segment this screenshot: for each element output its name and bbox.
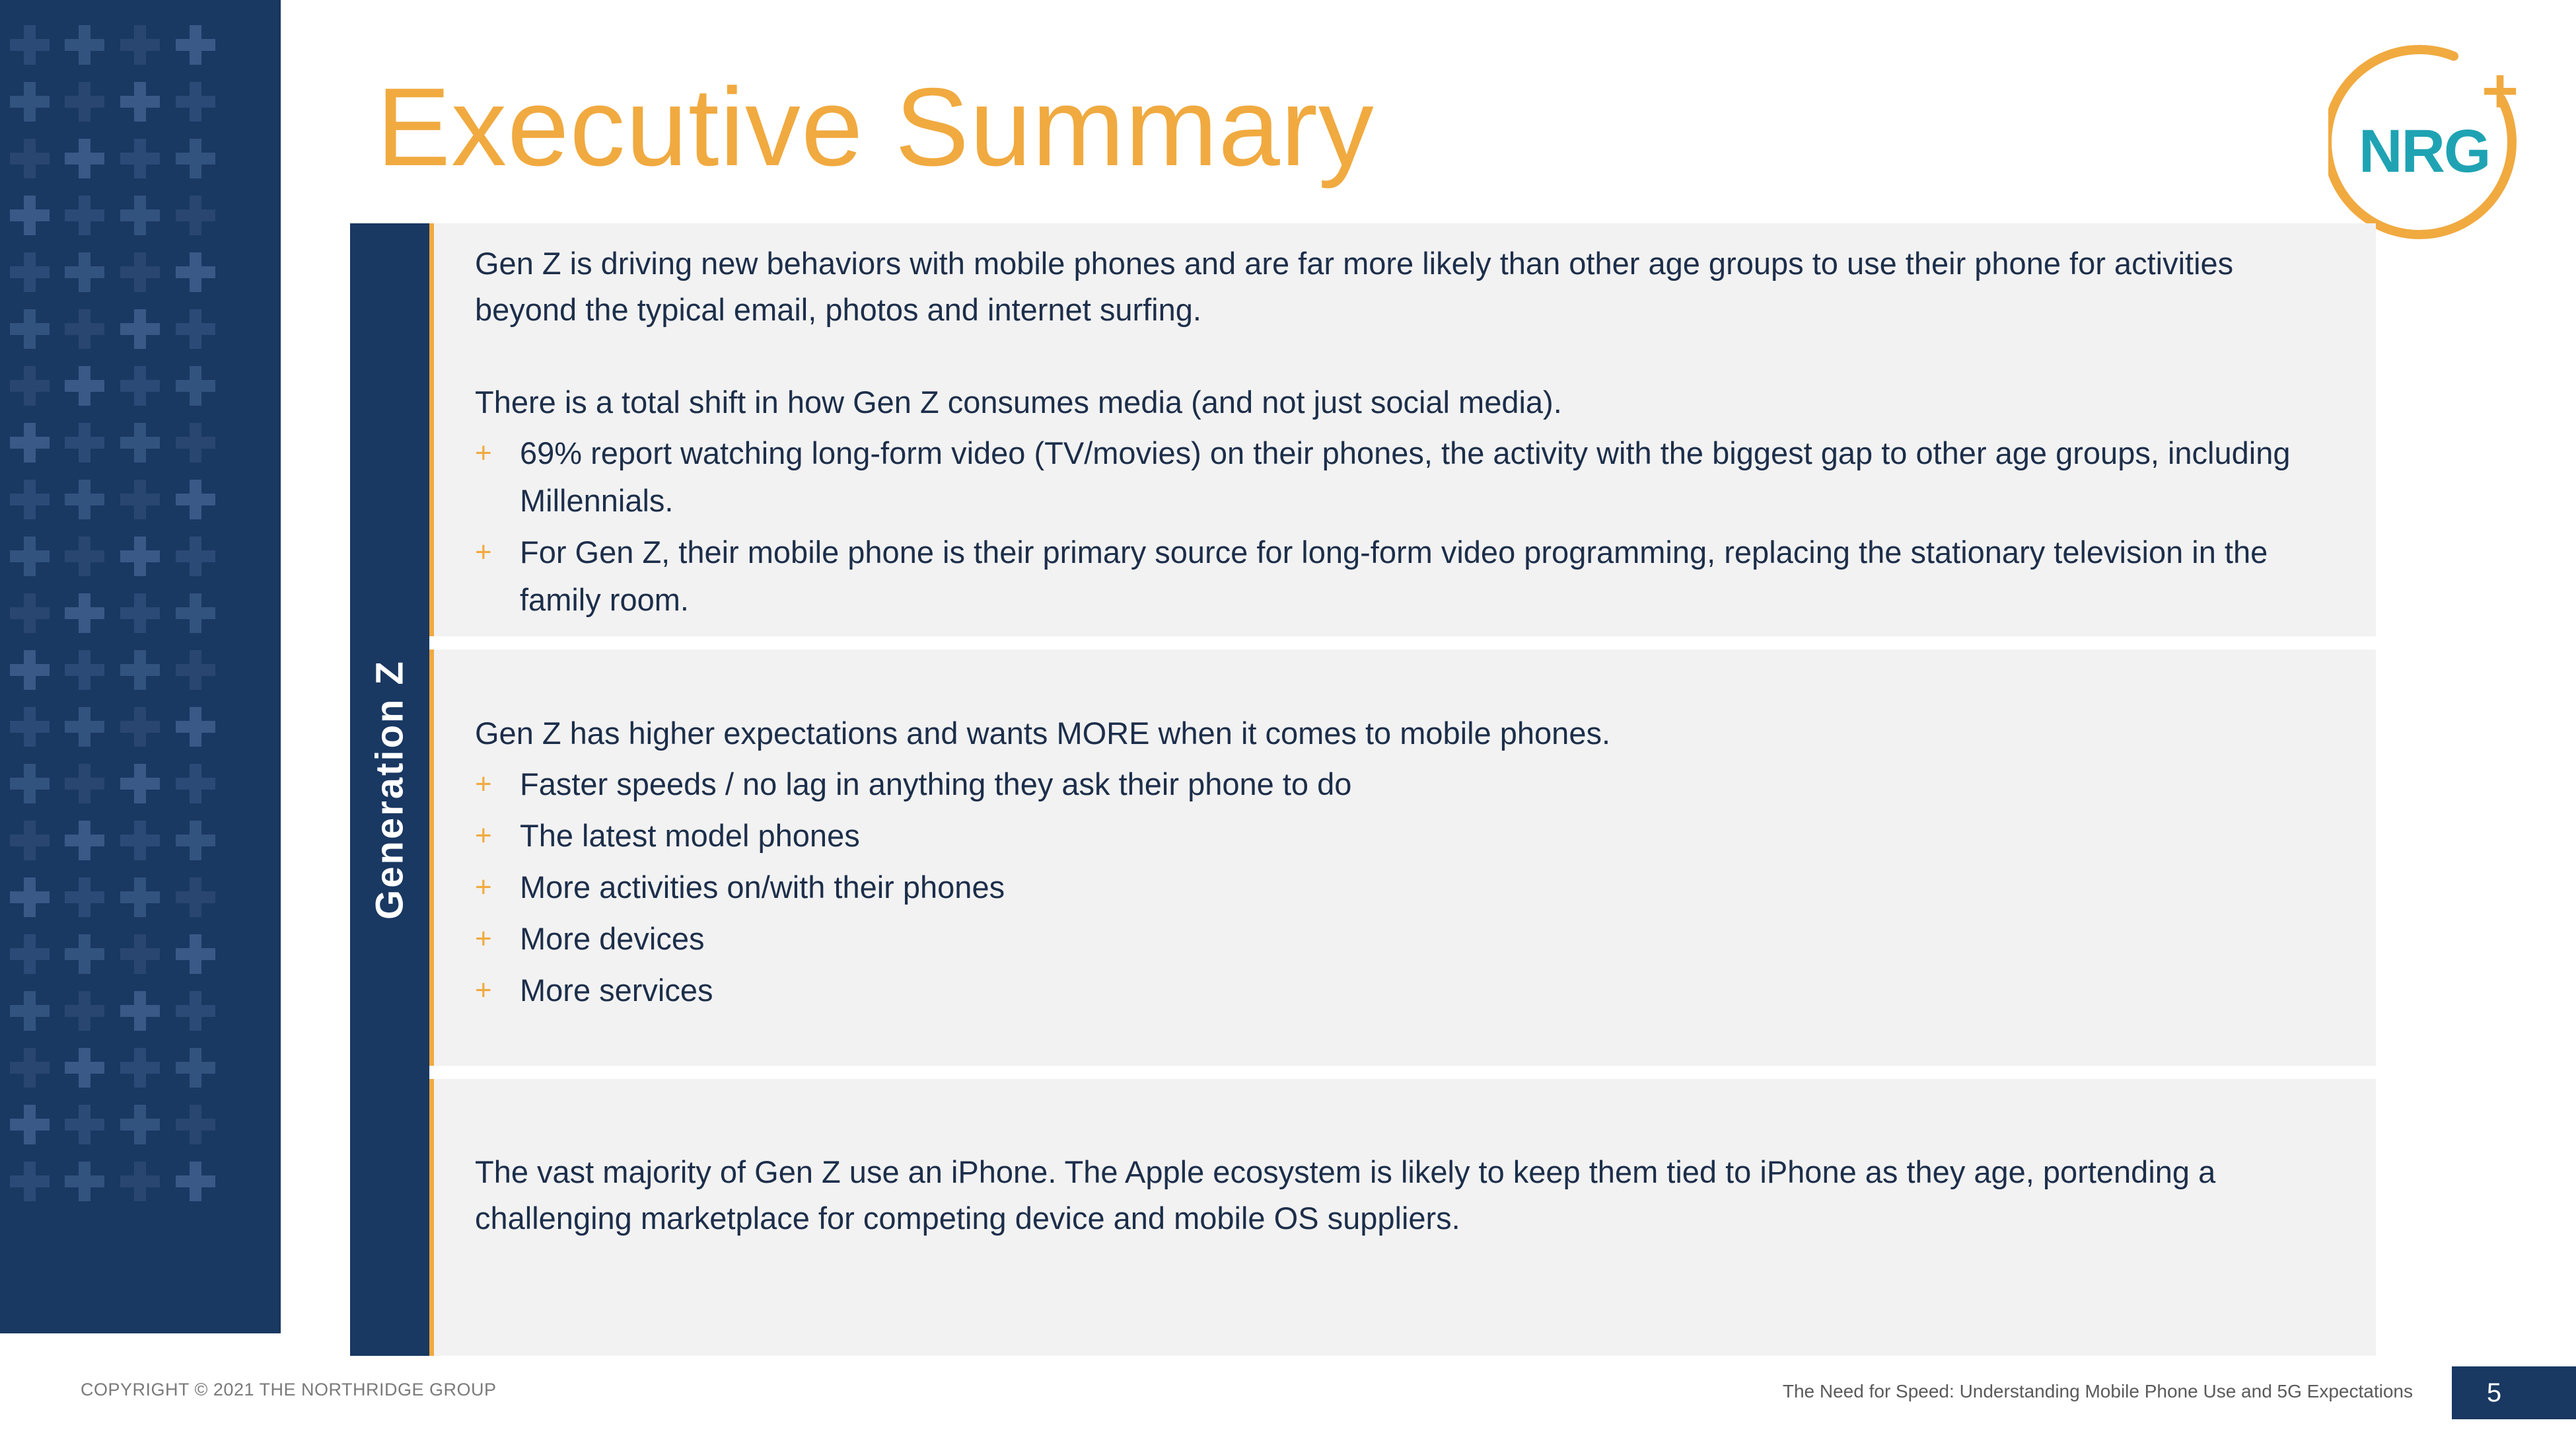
list-item [475,864,2310,911]
plus-icon [176,650,215,690]
copyright-notice: COPYRIGHT © 2021 THE NORTHRIDGE GROUP [81,1380,497,1399]
plus-icon [176,821,215,860]
plus-icon: + [475,536,492,568]
plus-icon [120,196,160,235]
summary-panel-media [429,223,2376,636]
list-item-text: Faster speeds / no lag in anything they ask their phone to do [520,766,1352,801]
plus-icon [10,991,50,1031]
plus-icon [176,366,215,406]
section-side-bar [350,223,429,1356]
plus-icon [176,423,215,463]
plus-icon [120,366,160,406]
plus-icon [65,593,104,633]
panel-paragraph: There is a total shift in how Gen Z consumes media (and not just social media). [475,385,1562,420]
plus-icon [120,593,160,633]
plus-icon [10,423,50,463]
plus-icon [176,764,215,803]
plus-icon [120,764,160,803]
plus-icon [10,480,50,519]
panel-content [475,710,2310,1014]
list-item-text: More activities on/with their phones [520,870,1005,905]
plus-icon [176,480,215,519]
list-item [475,429,2310,525]
page-number-text: 5 [2486,1378,2502,1407]
list-item [475,967,2310,1014]
plus-icon [176,252,215,292]
plus-icon [10,537,50,576]
plus-icon [65,1162,104,1201]
list-item [475,812,2310,860]
plus-icon [10,1105,50,1144]
plus-icon [10,196,50,235]
plus-icon [65,82,104,122]
plus-icon [120,309,160,349]
plus-icon [10,25,50,65]
plus-icon [120,1162,160,1201]
plus-icon [65,821,104,860]
panel-paragraph: The vast majority of Gen Z use an iPhone. The Apple ecosystem is likely to keep them tied to iPhone as they age, portending a challenging marketplace for competing device and mobile OS suppliers. [475,1154,2216,1236]
plus-icon [10,82,50,122]
plus-icon [10,593,50,633]
plus-icon [176,196,215,235]
plus-icon [65,252,104,292]
plus-icon [176,593,215,633]
panel-content [475,241,2310,624]
section-label: Generation Z [368,659,411,920]
plus-icon: + [475,922,492,955]
plus-icon [176,1105,215,1144]
plus-icon [176,1048,215,1088]
plus-icon [65,764,104,803]
plus-icon [176,707,215,747]
plus-icon [65,25,104,65]
plus-icon [120,934,160,974]
plus-icon [176,877,215,917]
plus-icon [65,309,104,349]
bullet-list [475,761,2310,1014]
plus-icon [120,480,160,519]
list-item [475,529,2310,624]
list-item-text: For Gen Z, their mobile phone is their primary source for long-form video programming, replacing the stationary television in the family room. [520,535,2268,617]
plus-icon [65,991,104,1031]
plus-icon [176,934,215,974]
plus-icon [10,252,50,292]
plus-icon [120,537,160,576]
plus-icon [176,991,215,1031]
plus-icon [65,196,104,235]
list-item-text: 69% report watching long-form video (TV/movies) on their phones, the activity with the biggest gap to other age groups, including Millennials. [520,435,2291,518]
plus-icon [120,1105,160,1144]
list-item-text: More services [520,973,713,1008]
plus-icon [120,139,160,178]
plus-icon [10,139,50,178]
list-item [475,915,2310,963]
panel-paragraph: Gen Z has higher expectations and wants MORE when it comes to mobile phones. [475,716,1611,751]
plus-icon [65,1048,104,1088]
plus-pattern [0,0,281,1333]
plus-icon [176,139,215,178]
plus-icon [65,366,104,406]
plus-icon: + [475,974,492,1006]
logo-plus: + [2482,56,2519,126]
bullet-list [475,429,2310,624]
plus-icon [10,934,50,974]
plus-icon [65,877,104,917]
panel-content [475,1149,2310,1242]
summary-panel-iphone [429,1079,2376,1356]
plus-icon [10,821,50,860]
plus-icon [120,991,160,1031]
plus-icon [120,707,160,747]
plus-icon [65,537,104,576]
logo-text: NRG [2359,118,2490,185]
nrg-logo [2328,41,2540,252]
plus-icon [65,707,104,747]
page-title: Executive Summary [376,65,1375,189]
plus-icon [120,877,160,917]
plus-icon [65,423,104,463]
plus-icon [120,821,160,860]
plus-icon [120,82,160,122]
plus-icon [10,650,50,690]
page-number [2452,1366,2576,1419]
plus-icon [176,537,215,576]
plus-icon [10,877,50,917]
plus-icon: + [475,819,492,852]
plus-icon [65,139,104,178]
plus-icon: + [475,437,492,469]
plus-icon [176,25,215,65]
plus-icon [10,366,50,406]
list-item-text: More devices [520,921,705,956]
decorative-side-band [0,0,281,1333]
plus-icon [176,82,215,122]
panel-paragraph: Gen Z is driving new behaviors with mobile phones and are far more likely than other age groups to use their phone for activities beyond the typical email, photos and internet surfing. [475,246,2234,327]
plus-icon: + [475,871,492,903]
plus-icon [176,309,215,349]
plus-icon [65,650,104,690]
plus-icon [176,1162,215,1201]
plus-icon [10,707,50,747]
plus-icon [65,934,104,974]
plus-icon [120,25,160,65]
plus-icon [10,764,50,803]
plus-icon [120,650,160,690]
report-title: The Need for Speed: Understanding Mobile Phone Use and 5G Expectations [1782,1381,2413,1401]
list-item [475,761,2310,808]
plus-icon [120,423,160,463]
plus-icon [120,1048,160,1088]
summary-panel-expectations [429,650,2376,1066]
list-item-text: The latest model phones [520,818,860,853]
plus-icon [10,309,50,349]
plus-icon [65,480,104,519]
plus-icon [10,1048,50,1088]
plus-icon [120,252,160,292]
plus-icon [10,1162,50,1201]
plus-icon [65,1105,104,1144]
plus-icon: + [475,768,492,800]
